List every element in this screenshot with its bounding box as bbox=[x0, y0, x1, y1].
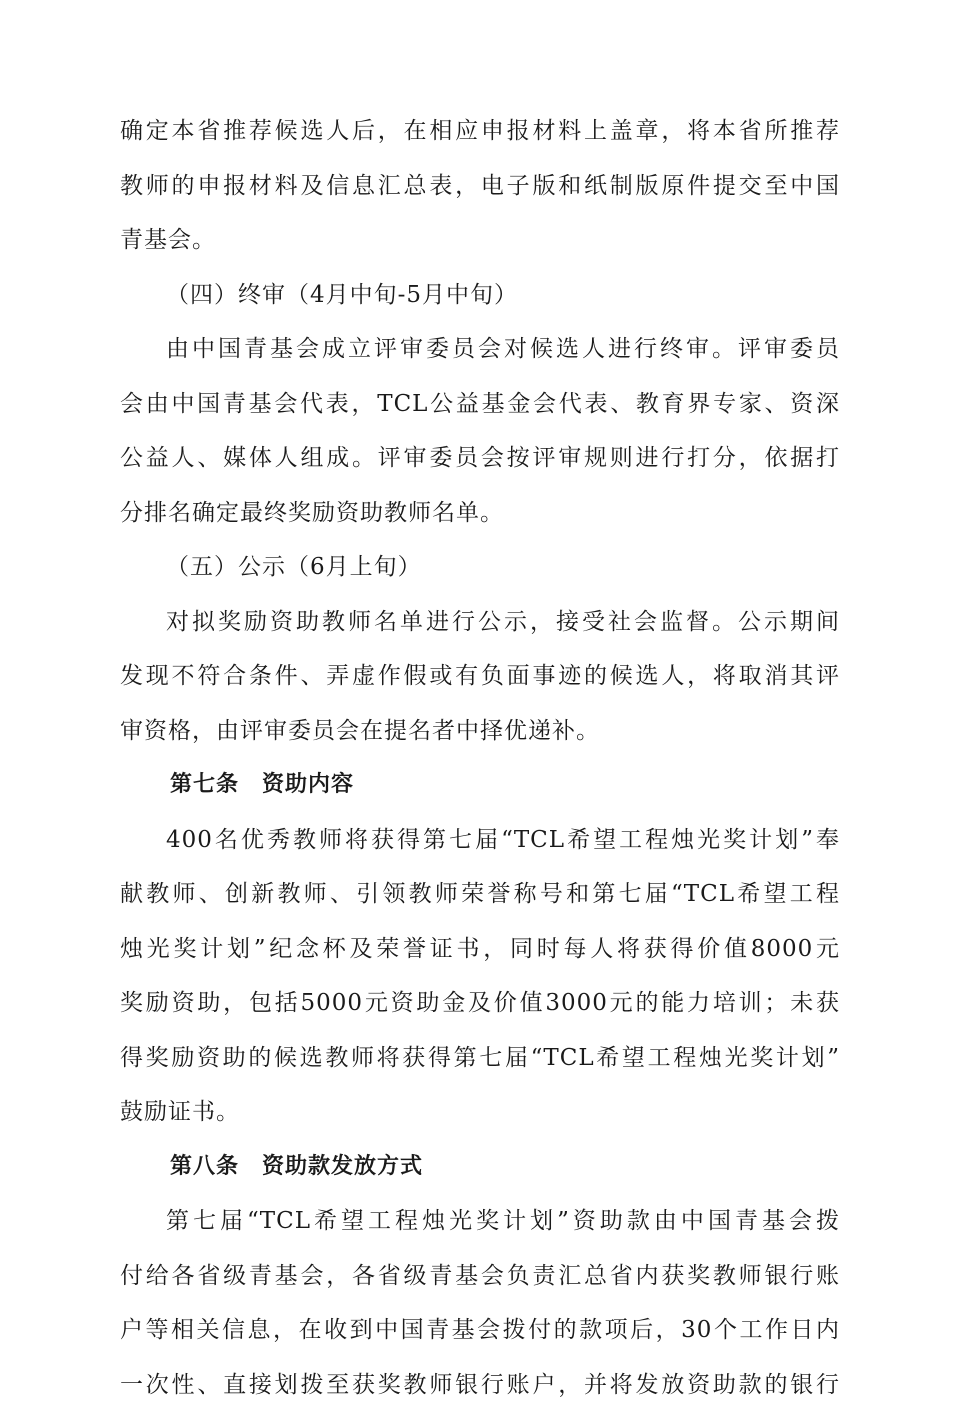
body-line: 第七届“TCL希望工程烛光奖计划”资助款由中国青基会拨 bbox=[120, 1194, 840, 1249]
body-line: 鼓励证书。 bbox=[120, 1085, 840, 1140]
body-line: 对拟奖励资助教师名单进行公示，接受社会监督。公示期间 bbox=[120, 595, 840, 650]
body-line: 审资格，由评审委员会在提名者中择优递补。 bbox=[120, 704, 840, 759]
body-line: 400名优秀教师将获得第七届“TCL希望工程烛光奖计划”奉 bbox=[120, 813, 840, 868]
body-line: 奖励资助，包括5000元资助金及价值3000元的能力培训；未获 bbox=[120, 976, 840, 1031]
body-line: 教师的申报材料及信息汇总表，电子版和纸制版原件提交至中国 bbox=[120, 159, 840, 214]
body-line: 发现不符合条件、弄虚作假或有负面事迹的候选人，将取消其评 bbox=[120, 649, 840, 704]
document-body bbox=[120, 104, 840, 1412]
body-line: 户等相关信息，在收到中国青基会拨付的款项后，30个工作日内 bbox=[120, 1303, 840, 1358]
body-line: 付给各省级青基会，各省级青基会负责汇总省内获奖教师银行账 bbox=[120, 1249, 840, 1304]
body-line: 会由中国青基会代表，TCL公益基金会代表、教育界专家、资深 bbox=[120, 377, 840, 432]
body-line: 青基会。 bbox=[120, 213, 840, 268]
body-line: 确定本省推荐候选人后，在相应申报材料上盖章，将本省所推荐 bbox=[120, 104, 840, 159]
body-line: 公益人、媒体人组成。评审委员会按评审规则进行打分，依据打 bbox=[120, 431, 840, 486]
body-line: 一次性、直接划拨至获奖教师银行账户，并将发放资助款的银行 bbox=[120, 1358, 840, 1412]
section-subheading: （四）终审（4月中旬-5月中旬） bbox=[120, 268, 840, 323]
body-line: 献教师、创新教师、引领教师荣誉称号和第七届“TCL希望工程 bbox=[120, 867, 840, 922]
body-line: 分排名确定最终奖励资助教师名单。 bbox=[120, 486, 840, 541]
body-line: 由中国青基会成立评审委员会对候选人进行终审。评审委员 bbox=[120, 322, 840, 377]
body-line: 得奖励资助的候选教师将获得第七届“TCL希望工程烛光奖计划” bbox=[120, 1031, 840, 1086]
article-heading: 第七条 资助内容 bbox=[120, 758, 840, 813]
article-heading: 第八条 资助款发放方式 bbox=[120, 1140, 840, 1195]
body-line: 烛光奖计划”纪念杯及荣誉证书，同时每人将获得价值8000元 bbox=[120, 922, 840, 977]
section-subheading: （五）公示（6月上旬） bbox=[120, 540, 840, 595]
